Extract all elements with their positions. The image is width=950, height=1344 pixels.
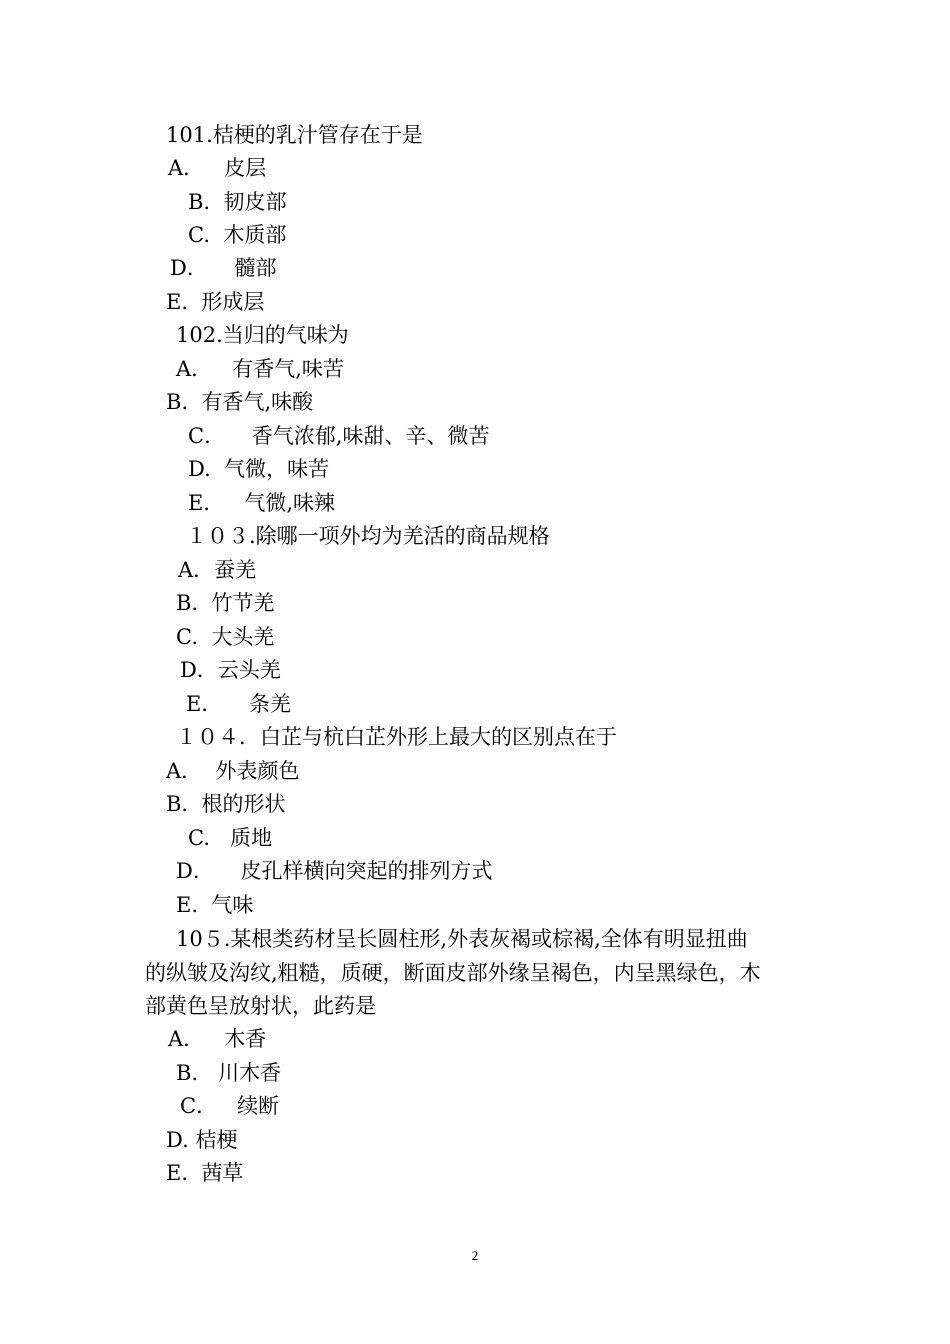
question-104-option-c: C. 质地 (188, 826, 273, 850)
question-104-stem: １０４．白芷与杭白芷外形上最大的区别点在于 (176, 725, 617, 749)
question-102-option-d: D. 气微，味苦 (188, 457, 330, 481)
question-103-option-a: A．蚕羌 (178, 558, 257, 582)
question-105-option-b: B. 川木香 (176, 1061, 282, 1085)
question-101-option-e: E. 形成层 (166, 290, 265, 314)
question-104-option-a: A． 外表颜色 (166, 759, 300, 783)
question-101-option-b: B. 韧皮部 (188, 190, 287, 214)
question-102-option-b: B. 有香气,味酸 (166, 390, 314, 414)
question-105-option-e: E. 茜草 (166, 1161, 244, 1185)
question-101-option-d: D． 髓部 (170, 256, 277, 280)
question-104-option-e: E. 气味 (176, 893, 254, 917)
question-105-option-c: C． 续断 (180, 1094, 280, 1118)
question-102-stem: 102.当归的气味为 (176, 323, 349, 347)
question-101-option-a: A． 皮层 (168, 156, 267, 180)
question-101-option-c: C. 木质部 (188, 223, 287, 247)
question-103-option-e: E． 条羌 (186, 692, 292, 716)
question-103-stem: １０３.除哪一项外均为羌活的商品规格 (186, 524, 550, 548)
question-105-option-d: D. 桔梗 (166, 1128, 238, 1152)
question-103-option-c: C. 大头羌 (176, 625, 275, 649)
question-104-option-b: B. 根的形状 (166, 792, 286, 816)
question-105-stem-line-2: 的纵皱及沟纹,粗糙，质硬，断面皮部外缘呈褐色，内呈黑绿色，木 (145, 961, 761, 985)
question-103-option-b: B. 竹节羌 (176, 591, 275, 615)
question-105-stem-line-1: 10５.某根类药材呈长圆柱形,外表灰褐或棕褐,全体有明显扭曲 (176, 927, 748, 951)
question-104-option-d: D． 皮孔样横向突起的排列方式 (176, 859, 493, 883)
question-105-option-a: A． 木香 (168, 1027, 267, 1051)
question-103-option-d: D．云头羌 (180, 658, 281, 682)
question-102-option-e: E． 气微,味辣 (188, 491, 336, 515)
page-number: 2 (471, 1248, 479, 1263)
question-101-stem: 101.桔梗的乳汁管存在于是 (166, 123, 423, 147)
question-105-stem-line-3: 部黄色呈放射状，此药是 (145, 994, 376, 1018)
question-102-option-a: A． 有香气,味苦 (176, 357, 344, 381)
question-102-option-c: C． 香气浓郁,味甜、辛、微苦 (188, 424, 490, 448)
